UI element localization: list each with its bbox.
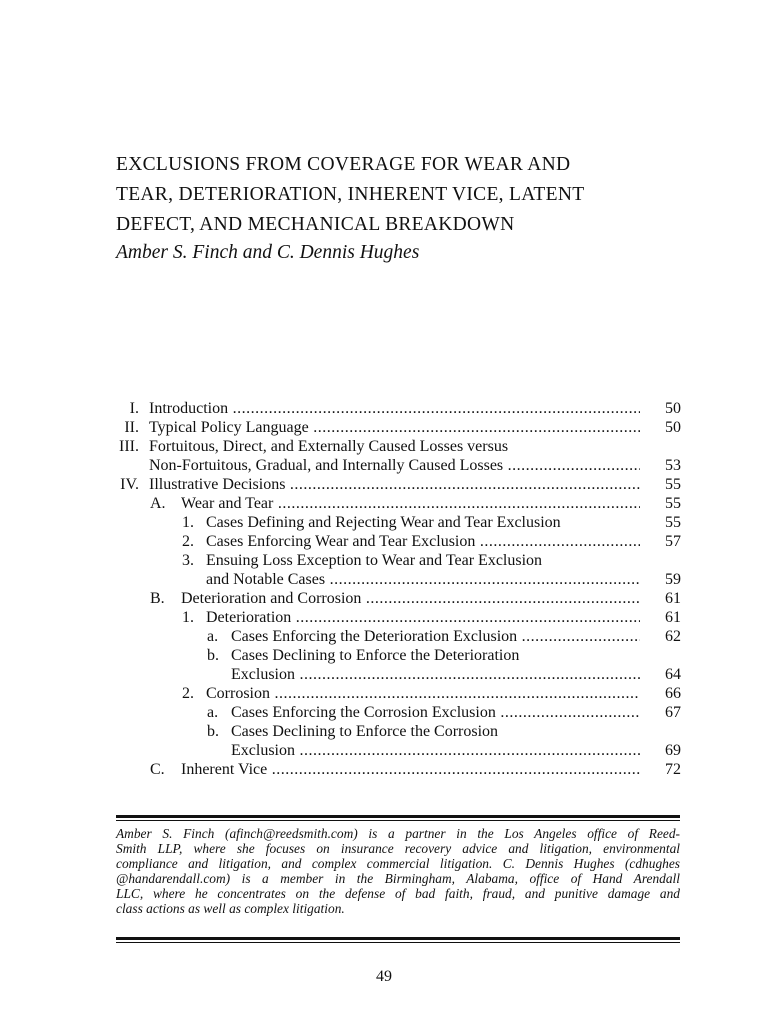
- toc-entry: [100, 627, 690, 646]
- toc-number: a.: [207, 704, 219, 721]
- article-title: [116, 150, 676, 240]
- toc-number: 3.: [182, 552, 194, 569]
- toc-number: 2.: [182, 685, 194, 702]
- toc-entry: [100, 475, 690, 494]
- toc-entry: [100, 399, 690, 418]
- toc-entry: [100, 570, 690, 589]
- toc-number: III.: [119, 438, 139, 455]
- toc-entry: [100, 741, 690, 760]
- toc-label: Illustrative Decisions .....: [149, 475, 640, 494]
- toc-page: 53: [665, 457, 681, 474]
- toc-number: b.: [207, 723, 219, 740]
- toc-number: 1.: [182, 514, 194, 531]
- toc-label: Cases Declining to Enforce the Corrosion: [231, 723, 499, 740]
- toc-number: I.: [129, 400, 139, 417]
- toc-page: 61: [665, 590, 681, 607]
- toc-entry: [100, 494, 690, 513]
- toc-label: Non-Fortuitous, Gradual, and Internally Caused Losses .....: [149, 456, 640, 475]
- toc-label: Corrosion .....: [206, 684, 640, 703]
- title-line: EXCLUSIONS FROM COVERAGE FOR WEAR AND: [116, 154, 571, 175]
- toc-label: Typical Policy Language .....: [149, 418, 640, 437]
- toc-page: 59: [665, 571, 681, 588]
- toc-page: 50: [665, 400, 681, 417]
- toc-number: A.: [150, 495, 166, 512]
- toc-page: 69: [665, 742, 681, 759]
- toc-label: Wear and Tear .....: [181, 494, 640, 513]
- authors: Amber S. Finch and C. Dennis Hughes: [116, 242, 420, 263]
- toc-entry: [100, 646, 690, 665]
- toc-label: Exclusion .....: [231, 741, 640, 760]
- toc-page: 55: [665, 514, 681, 531]
- toc-label: Deterioration .....: [206, 608, 640, 627]
- toc-page: 57: [665, 533, 681, 550]
- toc-label: Inherent Vice .....: [181, 760, 640, 779]
- toc-label: Introduction .....: [149, 399, 640, 418]
- toc-number: C.: [150, 761, 165, 778]
- footnote-line: Amber S. Finch (afinch@reedsmith.com) is a partner in the Los Angeles office of Reed-: [116, 826, 680, 841]
- toc-page: 55: [665, 495, 681, 512]
- toc-entry: [100, 760, 690, 779]
- toc-entry: [100, 437, 690, 456]
- toc-number: 2.: [182, 533, 194, 550]
- footnote-line: Smith LLP, where she focuses on insurance recovery advice and litigation, environmental: [116, 841, 680, 856]
- toc-entry: [100, 589, 690, 608]
- toc-number: II.: [124, 419, 139, 436]
- table-of-contents: [100, 399, 690, 779]
- footnote-rule-bottom: [116, 937, 680, 943]
- footnote-line: @handarendall.com) is a member in the Birmingham, Alabama, office of Hand Arendall: [116, 871, 680, 886]
- toc-page: 66: [665, 685, 681, 702]
- toc-entry: [100, 684, 690, 703]
- toc-page: 67: [665, 704, 681, 721]
- footnote-line: compliance and litigation, and complex commercial litigation. C. Dennis Hughes (cdhughes: [116, 856, 680, 871]
- footnote-line: LLC, where he concentrates on the defense of bad faith, fraud, and punitive damage and: [116, 886, 680, 901]
- title-line: DEFECT, AND MECHANICAL BREAKDOWN: [116, 214, 515, 235]
- toc-entry: [100, 513, 690, 532]
- title-line: TEAR, DETERIORATION, INHERENT VICE, LATENT: [116, 184, 585, 205]
- toc-number: 1.: [182, 609, 194, 626]
- toc-page: 61: [665, 609, 681, 626]
- toc-number: IV.: [120, 476, 139, 493]
- footnote-rule-top: [116, 815, 680, 821]
- footnote-line: class actions as well as complex litigation.: [116, 901, 345, 916]
- toc-page: 62: [665, 628, 681, 645]
- author-footnote: [116, 826, 680, 916]
- toc-entry: [100, 665, 690, 684]
- toc-label: Ensuing Loss Exception to Wear and Tear Exclusion: [206, 552, 543, 569]
- toc-page: 64: [665, 666, 681, 683]
- toc-label: Cases Defining and Rejecting Wear and Tear Exclusion: [206, 514, 561, 531]
- toc-label: Cases Declining to Enforce the Deterioration: [231, 647, 520, 664]
- toc-entry: [100, 551, 690, 570]
- toc-entry: [100, 608, 690, 627]
- page-number: 49: [376, 968, 392, 985]
- toc-entry: [100, 418, 690, 437]
- toc-page: 55: [665, 476, 681, 493]
- toc-page: 72: [665, 761, 681, 778]
- toc-label: Cases Enforcing Wear and Tear Exclusion .....: [206, 532, 640, 551]
- toc-entry: [100, 722, 690, 741]
- toc-number: b.: [207, 647, 219, 664]
- toc-label: Deterioration and Corrosion .....: [181, 589, 640, 608]
- toc-label: and Notable Cases .....: [206, 570, 640, 589]
- toc-page: 50: [665, 419, 681, 436]
- toc-number: B.: [150, 590, 165, 607]
- toc-entry: [100, 703, 690, 722]
- toc-label: Cases Enforcing the Deterioration Exclusion .....: [231, 627, 640, 646]
- toc-label: Exclusion .....: [231, 665, 640, 684]
- toc-entry: [100, 532, 690, 551]
- toc-label: Cases Enforcing the Corrosion Exclusion .....: [231, 703, 640, 722]
- toc-number: a.: [207, 628, 219, 645]
- toc-entry: [100, 456, 690, 475]
- toc-label: Fortuitous, Direct, and Externally Caused Losses versus: [149, 438, 509, 455]
